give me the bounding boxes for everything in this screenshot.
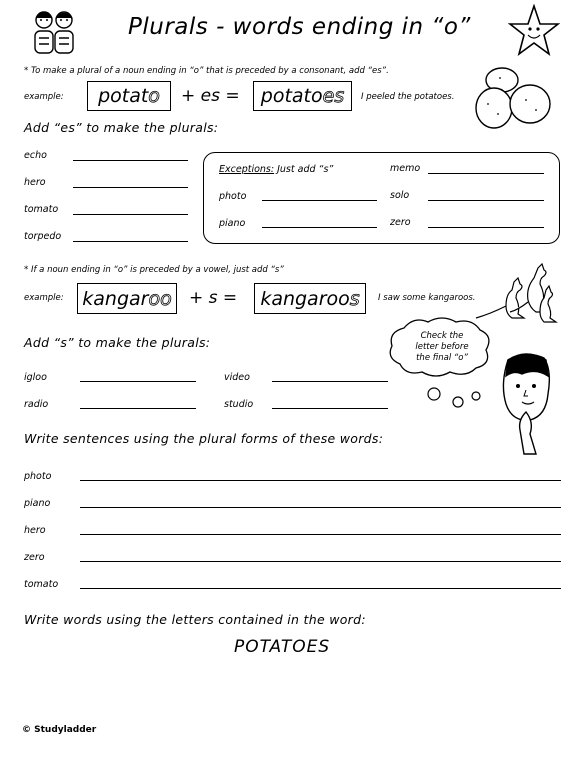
word-label: echo	[24, 150, 47, 161]
exceptions-heading: Exceptions: Just add “s”	[219, 164, 334, 175]
example-label: example:	[24, 293, 64, 303]
exception-word: memo	[390, 163, 421, 174]
potatoes-icon	[472, 64, 554, 134]
word-label: tomato	[24, 204, 59, 215]
example-label: example:	[24, 92, 64, 102]
answer-line[interactable]	[428, 200, 544, 201]
exception-word: piano	[219, 218, 246, 229]
add-es-heading: Add “es” to make the plurals:	[24, 120, 219, 135]
answer-line[interactable]	[80, 381, 196, 382]
sentence-line[interactable]	[80, 561, 561, 562]
word-label: tomato	[24, 579, 59, 590]
sentence-line[interactable]	[80, 534, 561, 535]
word-label: piano	[24, 498, 51, 509]
word-box-potatoes: potato es	[253, 81, 352, 111]
word-label: radio	[24, 399, 49, 410]
page-title: Plurals - words ending in “o”	[128, 14, 471, 40]
answer-line[interactable]	[428, 173, 544, 174]
example-sentence: I saw some kangaroos.	[378, 293, 476, 303]
sentence-line[interactable]	[80, 480, 561, 481]
sentences-heading: Write sentences using the plural forms of these words:	[24, 431, 384, 446]
word-box-potato: potat o	[87, 81, 171, 111]
rule-vowel: * If a noun ending in “o” is preceded by a vowel, just add “s”	[24, 265, 284, 275]
thinking-person-icon	[496, 350, 558, 458]
letters-heading: Write words using the letters contained in the word:	[24, 612, 366, 627]
copyright: © Studyladder	[22, 725, 97, 735]
answer-line[interactable]	[272, 408, 388, 409]
answer-line[interactable]	[262, 200, 377, 201]
exception-word: zero	[390, 217, 411, 228]
word-label: photo	[24, 471, 52, 482]
word-label: video	[224, 372, 250, 383]
word-label: studio	[224, 399, 254, 410]
sentence-line[interactable]	[80, 507, 561, 508]
answer-line[interactable]	[262, 227, 377, 228]
word-label: zero	[24, 552, 45, 563]
star-icon	[508, 4, 560, 58]
example-sentence: I peeled the potatoes.	[361, 92, 455, 102]
answer-line[interactable]	[428, 227, 544, 228]
word-label: hero	[24, 177, 46, 188]
word-box-kangaroos: kangaroo s	[254, 283, 366, 314]
letters-word: POTATOES	[234, 637, 331, 657]
answer-line[interactable]	[73, 214, 188, 215]
word-box-kangaroo: kangar oo	[77, 283, 177, 314]
thought-bubble-text: Check the letter before the final “o”	[415, 331, 469, 363]
word-label: hero	[24, 525, 46, 536]
sentence-line[interactable]	[80, 588, 561, 589]
answer-line[interactable]	[73, 160, 188, 161]
word-label: torpedo	[24, 231, 62, 242]
word-label: igloo	[24, 372, 47, 383]
copyright-icon: ©	[22, 725, 31, 735]
add-s-heading: Add “s” to make the plurals:	[24, 335, 211, 350]
answer-line[interactable]	[80, 408, 196, 409]
plus-s-equals: + s =	[189, 288, 238, 308]
exception-word: solo	[390, 190, 410, 201]
answer-line[interactable]	[73, 241, 188, 242]
answer-line[interactable]	[73, 187, 188, 188]
rule-consonant: * To make a plural of a noun ending in “o” that is preceded by a consonant, add “es”.	[24, 66, 389, 76]
answer-line[interactable]	[272, 381, 388, 382]
plus-es-equals: + es =	[181, 86, 240, 106]
exception-word: photo	[219, 191, 247, 202]
kids-logo-icon	[30, 6, 78, 58]
